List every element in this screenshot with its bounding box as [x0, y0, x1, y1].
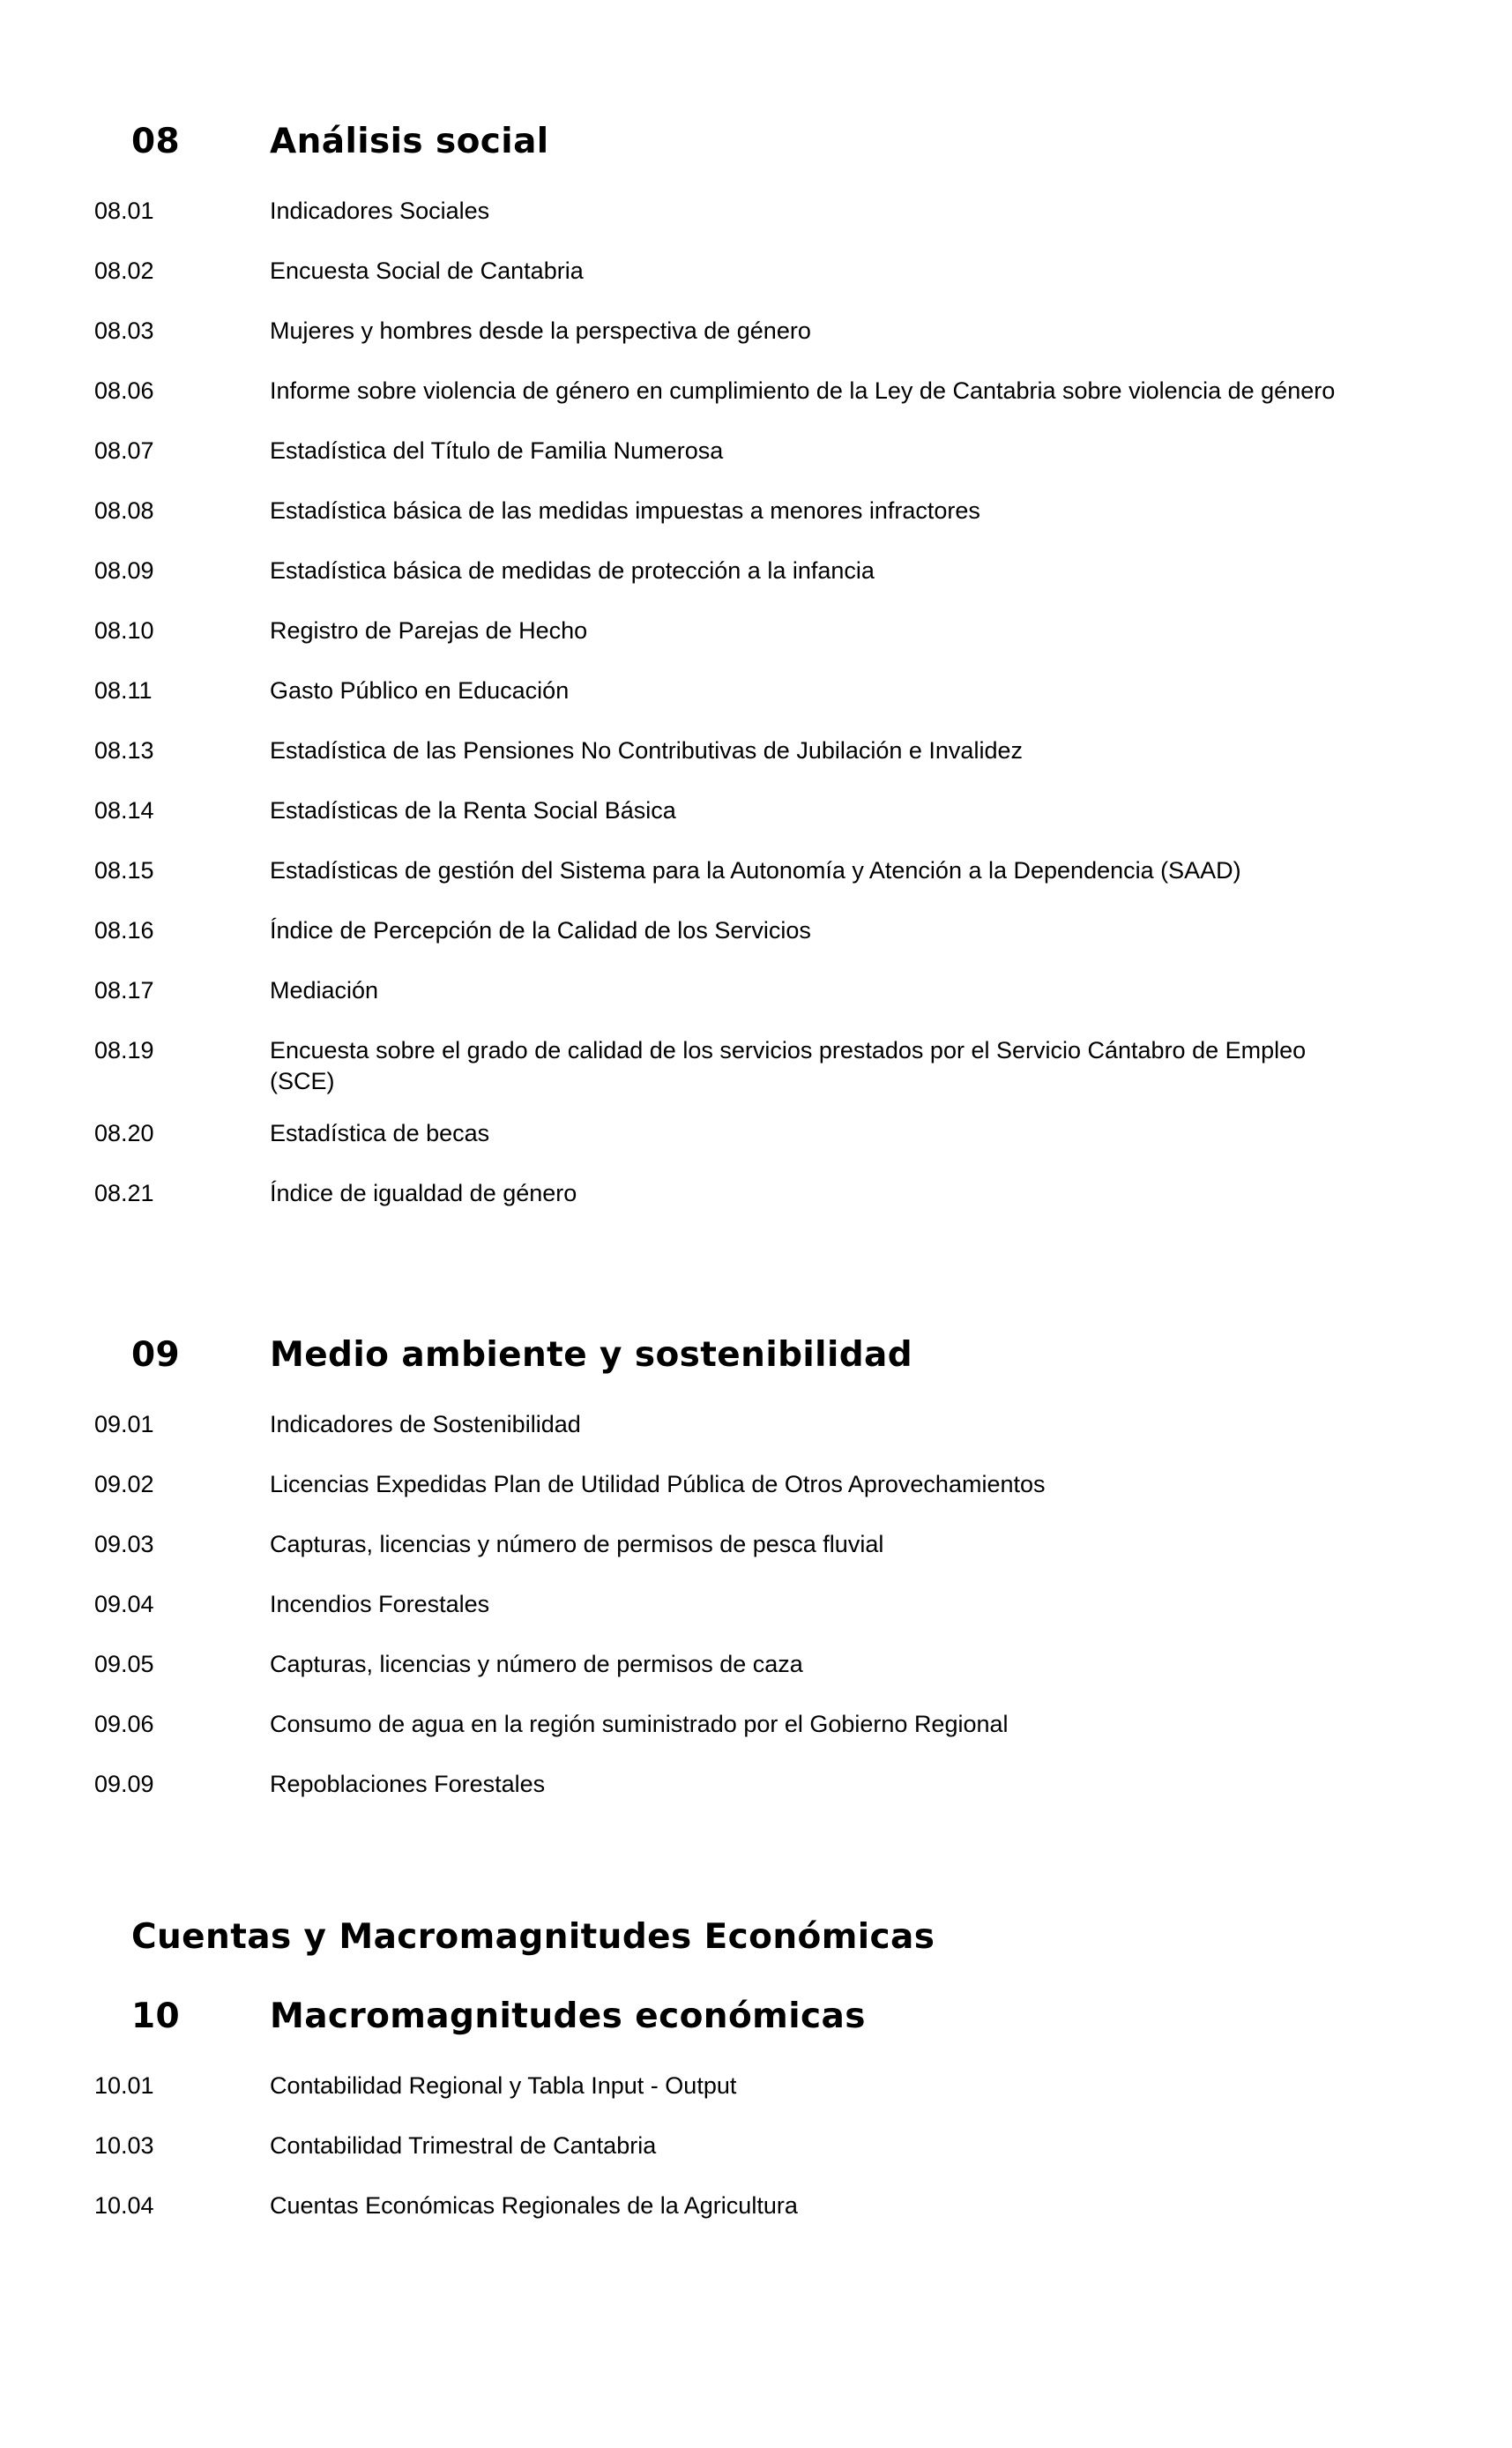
- item-number: 08.13: [94, 737, 154, 764]
- item-text: Estadística básica de medidas de protección a la infancia: [270, 557, 875, 584]
- list-item: [0, 496, 1512, 526]
- block-heading: [0, 1917, 1512, 1961]
- item-number: 08.06: [94, 377, 154, 404]
- list-item: [0, 556, 1512, 586]
- list-item: [0, 1178, 1512, 1209]
- item-text: Contabilidad Trimestral de Cantabria: [270, 2132, 657, 2159]
- item-number: 10.01: [94, 2072, 154, 2099]
- item-text: Incendios Forestales: [270, 1591, 490, 1617]
- section-title: Macromagnitudes económicas: [270, 1996, 866, 2036]
- item-number: 08.21: [94, 1180, 154, 1206]
- item-text: Encuesta Social de Cantabria: [270, 257, 584, 284]
- list-item: [0, 915, 1512, 946]
- item-number: 09.02: [94, 1471, 154, 1497]
- list-item: [0, 316, 1512, 347]
- list-item: [0, 1409, 1512, 1440]
- list-item: [0, 735, 1512, 766]
- list-item: [0, 1769, 1512, 1800]
- item-number: 08.17: [94, 977, 154, 1004]
- item-number: 08.19: [94, 1037, 154, 1064]
- item-text: Mujeres y hombres desde la perspectiva de género: [270, 317, 811, 344]
- item-number: 08.08: [94, 497, 154, 524]
- item-number: 08.07: [94, 437, 154, 464]
- list-item: [0, 1469, 1512, 1500]
- item-text: Estadísticas de la Renta Social Básica: [270, 797, 676, 824]
- item-number: 09.06: [94, 1711, 154, 1737]
- section-code: 09: [131, 1335, 181, 1375]
- list-item: [0, 795, 1512, 826]
- item-text: Gasto Público en Educación: [270, 677, 570, 704]
- item-text: Contabilidad Regional y Tabla Input - Output: [270, 2072, 737, 2099]
- item-text: Estadística de las Pensiones No Contributivas de Jubilación e Invalidez: [270, 737, 1023, 764]
- item-text: Índice de igualdad de género: [270, 1180, 577, 1206]
- item-number: 09.04: [94, 1591, 154, 1617]
- item-text: Capturas, licencias y número de permisos de caza: [270, 1651, 803, 1677]
- list-item: [0, 1118, 1512, 1149]
- item-text: Estadística del Título de Familia Numerosa: [270, 437, 724, 464]
- list-item: [0, 1709, 1512, 1740]
- item-number: 08.15: [94, 857, 154, 884]
- item-text: Licencias Expedidas Plan de Utilidad Pública de Otros Aprovechamientos: [270, 1471, 1046, 1497]
- item-number: 09.09: [94, 1771, 154, 1797]
- list-item: [0, 436, 1512, 466]
- item-text: Consumo de agua en la región suministrado por el Gobierno Regional: [270, 1711, 1009, 1737]
- item-number: 08.20: [94, 1120, 154, 1146]
- item-number: 08.02: [94, 257, 154, 284]
- item-text: Repoblaciones Forestales: [270, 1771, 546, 1797]
- item-text: Indicadores de Sostenibilidad: [270, 1411, 581, 1437]
- item-text: Indicadores Sociales: [270, 198, 490, 224]
- section-heading: [0, 122, 1512, 166]
- item-number: 09.03: [94, 1531, 154, 1557]
- item-text: Índice de Percepción de la Calidad de los Servicios: [270, 917, 811, 944]
- item-number: 09.05: [94, 1651, 154, 1677]
- list-item: [0, 616, 1512, 646]
- list-item: [0, 196, 1512, 227]
- item-text: Capturas, licencias y número de permisos de pesca fluvial: [270, 1531, 884, 1557]
- list-item: [0, 675, 1512, 706]
- item-text: Registro de Parejas de Hecho: [270, 617, 588, 644]
- item-number: 08.01: [94, 198, 154, 224]
- list-item: [0, 2071, 1512, 2101]
- item-number: 08.11: [94, 677, 153, 704]
- section-code: 10: [131, 1996, 181, 2036]
- section-10: [0, 1996, 1512, 2041]
- item-text: Estadísticas de gestión del Sistema para la Autonomía y Atención a la Dependencia (SAAD): [270, 857, 1241, 884]
- item-text: Informe sobre violencia de género en cumplimiento de la Ley de Cantabria sobre violencia de género: [270, 377, 1336, 404]
- item-text: Cuentas Económicas Regionales de la Agricultura: [270, 2192, 798, 2219]
- item-text: Estadística básica de las medidas impuestas a menores infractores: [270, 497, 980, 524]
- item-number: 08.16: [94, 917, 154, 944]
- list-item: [0, 376, 1512, 407]
- block-title: Cuentas y Macromagnitudes Económicas: [131, 1917, 935, 1957]
- list-item: [0, 975, 1512, 1006]
- section-08: [0, 122, 1512, 166]
- section-code: 08: [131, 122, 181, 161]
- section-09: [0, 1335, 1512, 1379]
- list-item: [0, 2191, 1512, 2221]
- list-item: [0, 2131, 1512, 2161]
- section-title: Análisis social: [270, 122, 549, 161]
- list-item: [0, 1529, 1512, 1560]
- item-number: 09.01: [94, 1411, 154, 1437]
- section-title: Medio ambiente y sostenibilidad: [270, 1335, 913, 1375]
- section-heading: [0, 1996, 1512, 2041]
- item-number: 10.03: [94, 2132, 154, 2159]
- item-text: Estadística de becas: [270, 1120, 490, 1146]
- item-text: Encuesta sobre el grado de calidad de los servicios prestados por el Servicio Cántabro de Empleo (SCE): [270, 1037, 1307, 1094]
- item-number: 08.14: [94, 797, 154, 824]
- list-item: [0, 855, 1512, 886]
- section-heading: [0, 1335, 1512, 1379]
- item-number: 08.09: [94, 557, 154, 584]
- list-item: [0, 1589, 1512, 1620]
- list-item: [0, 256, 1512, 287]
- item-number: 08.10: [94, 617, 154, 644]
- item-number: 08.03: [94, 317, 154, 344]
- item-number: 10.04: [94, 2192, 154, 2219]
- list-item: [0, 1035, 1512, 1097]
- item-text: Mediación: [270, 977, 379, 1004]
- list-item: [0, 1649, 1512, 1680]
